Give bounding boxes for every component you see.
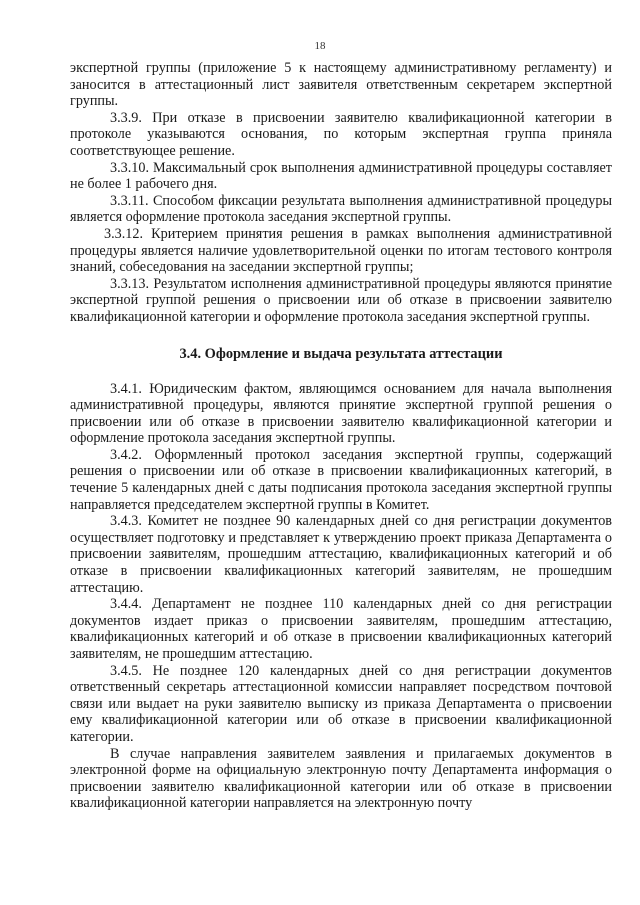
paragraph-3-3-11: 3.3.11. Способом фиксации результата выполнения административной процедуры является оформление протокола заседания экспертной группы. [70, 192, 612, 226]
paragraph-3-3-10: 3.3.10. Максимальный срок выполнения административной процедуры составляет не более 1 рабочего дня. [70, 159, 612, 193]
paragraph-3-3-13: 3.3.13. Результатом исполнения административной процедуры являются принятие экспертной группой решения о присвоении или об отказе в присвоении заявителю квалификационной категории и оформление протокола заседания экспертной группы. [70, 275, 612, 325]
paragraph-3-4-2: 3.4.2. Оформленный протокол заседания экспертной группы, содержащий решения о присвоении или об отказе в присвоении квалификационных категорий, в течение 5 календарных дней с даты подписания протокола заседания экспертной группы направляется председателем экспертной группы в Комитет. [70, 446, 612, 513]
document-body [70, 60, 612, 812]
section-heading: 3.4. Оформление и выдача результата аттестации [179, 345, 503, 362]
paragraph-3-3-12: 3.3.12. Критерием принятия решения в рамках выполнения административной процедуры является наличие удовлетворительной оценки по итогам тестового контроля знаний, собеседования на заседании экспертной группы; [70, 225, 612, 276]
paragraph-3-4-4: 3.4.4. Департамент не позднее 110 календарных дней со дня регистрации документов издает приказ о присвоении заявителям, прошедшим аттестацию, квалификационных категорий и об отказе в присвоении квалификационных категорий заявителям, не прошедшим аттестацию. [70, 596, 612, 662]
paragraph-continuation: экспертной группы (приложение 5 к настоящему административному регламенту) и заносится в аттестационный лист заявителя ответственным секретарем экспертной группы. [70, 60, 612, 110]
page-number: 18 [314, 40, 326, 52]
paragraph-3-4-5: 3.4.5. Не позднее 120 календарных дней со дня регистрации документов ответственный секретарь аттестационной комиссии направляет посредством почтовой связи или выдает на руки заявителю выписку из приказа Департамента о присвоении ему квалификационной категории или об отказе в присвоении квалификационной категории. [70, 662, 612, 745]
paragraph-3-3-9: 3.3.9. При отказе в присвоении заявителю квалификационной категории в протоколе указываются основания, по которым экспертная группа приняла соответствующее решение. [70, 109, 612, 159]
paragraph-3-4-3: 3.4.3. Комитет не позднее 90 календарных дней со дня регистрации документов осуществляет подготовку и представляет к утверждению проект приказа Департамента о присвоении заявителям, прошедшим аттестацию, квалификационных категорий и об отказе в присвоении квалификационных категорий заявителям, не прошедшим аттестацию. [70, 513, 612, 596]
paragraph-electronic-form: В случае направления заявителем заявления и прилагаемых документов в электронной форме на официальную электронную почту Департамента информация о присвоении заявителю квалификационной категории или об отказе в присвоении квалификационной категории направляется на электронную почту [70, 745, 612, 812]
paragraph-3-4-1: 3.4.1. Юридическим фактом, являющимся основанием для начала выполнения административной процедуры, являются принятие экспертной группой решения о присвоении или об отказе в присвоении заявителю квалификационной категории и оформление протокола заседания экспертной группы. [70, 380, 612, 447]
